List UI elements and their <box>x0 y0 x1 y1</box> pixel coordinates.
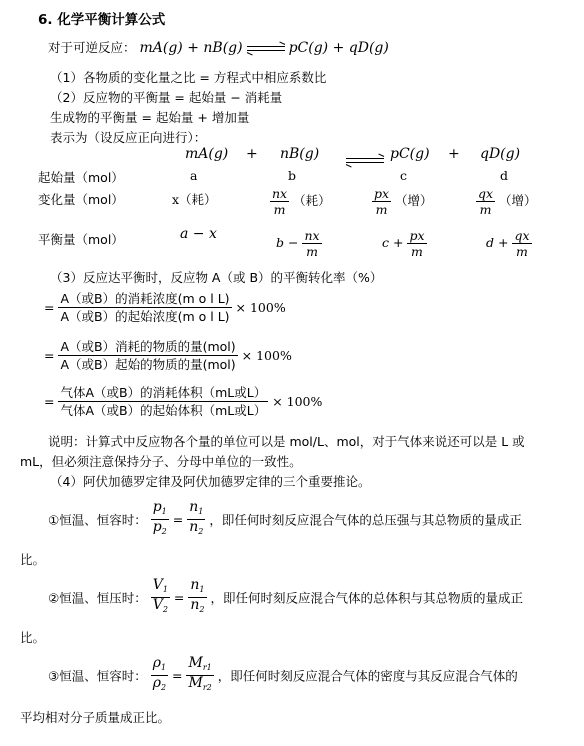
cell-change-b <box>270 186 331 217</box>
note-line-1: 说明：计算式中反应物各个量的单位可以是 mol/L、mol，对于气体来说还可以是 L 或 <box>48 434 525 449</box>
formula-1-mult: × 100% <box>235 300 286 315</box>
formula-3-mult: × 100% <box>272 394 323 409</box>
reaction-label: 对于可逆反应： <box>48 40 136 55</box>
table-header-mA: mA(g) <box>185 146 229 162</box>
item-1-label: ①恒温、恒容时： <box>48 512 147 528</box>
table-header-plus-2: + <box>448 146 460 162</box>
formula-1-fraction <box>58 290 231 325</box>
equilibrium-arrow-icon <box>247 45 285 53</box>
cell-start-d: d <box>500 168 509 183</box>
fraction-nx-m: $\frac{nx}{m}$ <box>272 186 288 217</box>
formula-1-denominator: A（或B）的起始浓度(m o l L) <box>60 309 230 324</box>
table-header-plus-1: + <box>246 146 258 162</box>
item-1-right-fraction: $\frac{n_1}{n_2}$ <box>189 499 204 536</box>
cell-eq-c: c + $\frac{px}{m}$ <box>382 228 425 259</box>
row-label-start: 起始量（mol） <box>38 170 124 185</box>
rule-4: 表示为（设反应正向进行）： <box>50 130 207 145</box>
cell-start-b: b <box>288 168 297 183</box>
item-2-right-fraction: $\frac{n_1}{n_2}$ <box>190 577 205 614</box>
item-1-left-fraction: $\frac{p_1}{p_2}$ <box>152 499 167 536</box>
formula-3-fraction <box>58 384 268 419</box>
conversion-formula-3: = $\frac{\text{气体A（或B）的消耗体积（mL或L）}}{\text{气体A（或B）的起始体积（mL或L）}}$ × 100% <box>44 385 323 418</box>
table-arrow-icon <box>346 152 384 167</box>
formula-2-fraction <box>58 338 237 373</box>
formula-2-denominator: A（或B）起始的物质的量(mol) <box>60 357 236 372</box>
change-c-note: （增） <box>395 193 433 208</box>
avogadro-item-2: ②恒温、恒压时： $\frac{V_1}{V_2}$ = $\frac{n_1}{n_2}$ ，即任何时刻反应混合气体的总体积与其总物质的量成正 <box>48 578 523 617</box>
rule-3: 生成物的平衡量 = 起始量 + 增加量 <box>50 110 250 125</box>
rule-2: （2）反应物的平衡量 = 起始量 − 消耗量 <box>50 90 283 105</box>
item-1-text: ，即任何时刻反应混合气体的总压强与其总物质的量成正 <box>209 512 522 528</box>
formula-3-denominator: 气体A（或B）的起始体积（mL或L） <box>60 403 267 418</box>
cell-eq-a: a − x <box>180 226 217 242</box>
item-2-tail: 比。 <box>20 630 46 645</box>
item-3-left-fraction: $\frac{\rho_1}{\rho_2}$ <box>152 655 167 692</box>
conversion-formula-1: = $\frac{\text{A（或B）的消耗浓度(m o l L)}}{\text{A（或B）的起始浓度(m o l L)}}$ × 100% <box>44 291 286 324</box>
item-2-left-fraction: $\frac{V_1}{V_2}$ <box>152 577 168 614</box>
item-3-text: ，即任何时刻反应混合气体的密度与其反应混合气体的 <box>217 668 518 684</box>
reaction-left: mA(g) + nB(g) <box>139 40 243 56</box>
row-label-equilibrium: 平衡量（mol） <box>38 232 124 247</box>
cell-change-a: x（耗） <box>172 192 217 207</box>
cell-eq-b: b − $\frac{nx}{m}$ <box>276 228 320 259</box>
avogadro-item-3: ③恒温、恒容时： $\frac{\rho_1}{\rho_2}$ = $\frac{M_{r1}}{M_{r2}}$ ，即任何时刻反应混合气体的密度与其反应混合气体的 <box>48 656 518 695</box>
reaction-right: pC(g) + qD(g) <box>288 40 389 56</box>
reaction-line <box>48 38 389 56</box>
cell-eq-d: d + $\frac{qx}{m}$ <box>486 228 530 259</box>
cell-start-a: a <box>190 168 198 183</box>
cell-start-c: c <box>400 168 408 183</box>
rule-1: （1）各物质的变化量之比 = 方程式中相应系数比 <box>50 70 327 85</box>
cell-change-d <box>476 186 537 217</box>
row-label-change: 变化量（mol） <box>38 192 124 207</box>
item-2-label: ②恒温、恒压时： <box>48 590 147 606</box>
fraction-eq-nx-m: $\frac{nx}{m}$ <box>304 228 320 259</box>
fraction-eq-qx-m: $\frac{qx}{m}$ <box>514 228 530 259</box>
fraction-px-m: $\frac{px}{m}$ <box>374 186 390 217</box>
avogadro-item-1: ①恒温、恒容时： $\frac{p_1}{p_2}$ = $\frac{n_1}{n_2}$ ，即任何时刻反应混合气体的总压强与其总物质的量成正 <box>48 500 522 539</box>
item-3-right-fraction: $\frac{M_{r1}}{M_{r2}}$ <box>188 655 212 692</box>
item-3-label: ③恒温、恒容时： <box>48 668 147 684</box>
table-header-pC: pC(g) <box>390 146 430 162</box>
item-2-text: ，即任何时刻反应混合气体的总体积与其总物质的量成正 <box>210 590 523 606</box>
formula-1-numerator: A（或B）的消耗浓度(m o l L) <box>60 291 230 306</box>
avogadro-intro: （4）阿伏加德罗定律及阿伏加德罗定律的三个重要推论。 <box>50 474 371 489</box>
formula-2-numerator: A（或B）消耗的物质的量(mol) <box>60 339 236 354</box>
change-d-note: （增） <box>499 193 537 208</box>
change-b-note: （耗） <box>293 193 331 208</box>
formula-3-numerator: 气体A（或B）的消耗体积（mL或L） <box>60 385 267 400</box>
table-header-qD: qD(g) <box>480 146 521 162</box>
fraction-eq-px-m: $\frac{px}{m}$ <box>409 228 425 259</box>
item-3-tail: 平均相对分子质量成正比。 <box>20 710 171 725</box>
formula-2-mult: × 100% <box>241 348 292 363</box>
fraction-qx-m: $\frac{qx}{m}$ <box>478 186 494 217</box>
table-header-nB: nB(g) <box>280 146 320 162</box>
conversion-formula-2: = $\frac{\text{A（或B）消耗的物质的量(mol)}}{\text{A（或B）起始的物质的量(mol)}}$ × 100% <box>44 339 292 372</box>
note-line-2: mL，但必须注意保持分子、分母中单位的一致性。 <box>20 454 302 469</box>
cell-change-c <box>372 186 433 217</box>
section-heading: 6. 化学平衡计算公式 <box>38 12 166 28</box>
item-1-tail: 比。 <box>20 552 46 567</box>
conversion-intro: （3）反应达平衡时，反应物 A（或 B）的平衡转化率（%） <box>50 270 383 285</box>
